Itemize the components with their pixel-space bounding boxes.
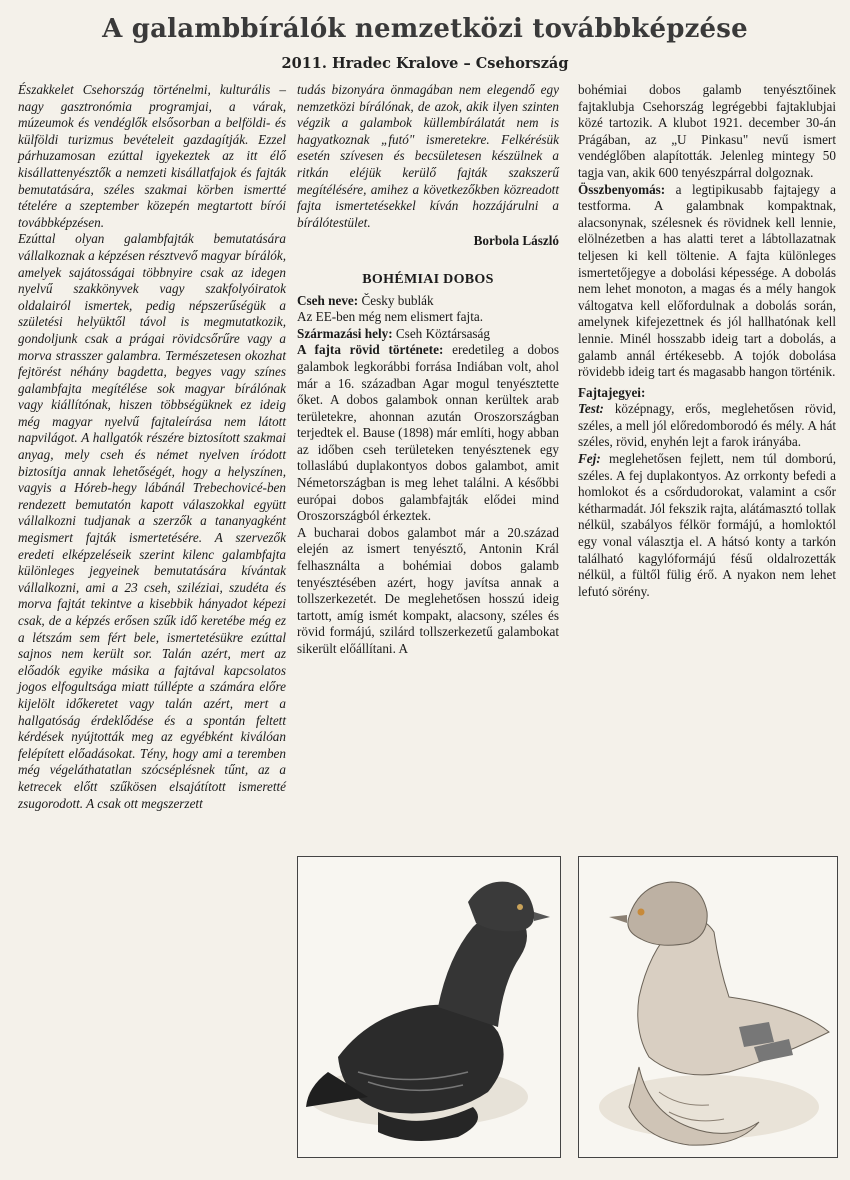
recognition-line: Az EE-ben még nem elismert fajta. [297,309,484,325]
czech-name-line [297,293,559,310]
body-paragraph [578,401,836,451]
traits-heading: Fajtajegyei: [578,384,646,400]
head-label: Fej: [578,451,601,467]
intro-paragraph-2: Ezúttal olyan galambfajták bemutatására vállalkoznak a képzésen résztvevő magyar bírálók, amelyek sajátosságai többnyire csak az idegen nyelvű szakkönyvek vagy szakfolyóiratok oldalairól ismertek, pedig népszerűségük a születési helyüktől távol is megmutatkozik, gondoljunk csak a prágai rövidcsőrűre vagy a morva strasszer galambra. Természetesen okozhat fejtörést néhány bagdetta, begyes vagy színes galambfajta megítélése sok magyar bírálónak vagy kiállítónak, hiszen többségüknek ez ideig még magyar nyelvű fajtaleírása nem látott napvilágot. A hallgatók részére biztosított szakmai anyag, mely cseh és német nyelven íródott biztosítja annak lehetőségét, hogy a helyszínen, vagyis a Hóreb-hegy lábánál Trebechovicé-ben rendezett bemutatón kapott válaszokkal együtt vállalkozni tudjanak a szerzők a tananyagként megismert fajták ismertetésére. A szervezők eredeti elképzeléseik szerint kilenc galambfajta különleges jegyeinek bemutatására kívántak vállalkozni, ami a 23 cseh, sziléziai, szudéta és morva fajtát tekintve a kisebbik hányadot képezi csak, de a képzés erősen szűk idő keretébe még ez a létszám sem fért bele, ismertetésükre ezúttal sajnos nem került sor. Talán azért, mert az előadók egyike másika a fajtával kapcsolatos jogos elfogultsága miatt túllépte a számára előre kijelölt időkeretet vagy talán azért, mert a hallgatóság érdeklődése és a spontán feltett kérdések nyújtották meg az egyébként kiválóan felépített előadásokat. Tény, hogy ami a teremben még végeláthatatlan szócséplésnek tűnt, az a ketrecek előtt szűkösen elsajátított ismeretté zsugorodott. A csak ott megszerzett [18,231,286,811]
history-paragraph-1 [297,342,559,525]
column-1 [18,82,286,812]
dark-pigeon-illustration [297,856,561,1158]
dark-pigeon-drawing [298,857,560,1157]
summary-text: a legtipikusabb fajtajegy a testforma. A galambnak kompaktnak, alacsonynak, szélesnek és rövidnek kell lennie, elölnézetben a has alatti teret a lábtollazatnak teljesen ki kell töltenie. A fajta különleges ismertetőjegye a dobolási képessége. A dobolás nem lehet monoton, a magas és a mély hangok váltogatva kell előfordulnak a dobolás során, amelynek kifejezettnek és jól hallhatónak kell lennie. Minél hosszabb ideig tart a dobolás, a galamb annál értékesebb. A tojók dobolása rövidebb ideig tart és magasabb hangon történik. [578,181,836,380]
czech-name-label: Cseh neve: [297,292,359,308]
breed-heading: BOHÉMIAI DOBOS [362,271,494,287]
column-2 [297,82,559,658]
article-subtitle: 2011. Hradec Kralove – Csehország [281,55,569,72]
column-3 [578,82,836,600]
czech-name-value: Česky bublák [361,292,434,308]
article-title: A galambbírálók nemzetközi továbbképzése [102,14,748,44]
head-text: meglehetősen fejlett, nem túl domború, széles. A fej duplakontyos. Az orrkonty befedi a homlokot és a csőrdudorokat, valamint a csőr kétharmadát. Jól fekszik rajta, alátámasztó tollak nélkül, szabályos félkör formájú, a homloktól egy vonal választja el. A hátsó konty a tarkón található kagylóformájú fésű oldalrozetták nélkül, a fültől fülig érő. A nyakon nem lehet lefutó sörény. [578,451,836,599]
light-pigeon-illustration [578,856,838,1158]
history-paragraph-2: A bucharai dobos galambot már a 20.század elején az ismert tenyésztő, Antonin Král felhasználta a bohémiai dobos galamb tenyésztésében azért, hogy javítsa annak a tollszerkezetét. De meglehetősen hosszú ideig tartott, amíg ismét kompakt, alacsony, széles és rövid formájú, szilárd tollszerkezetű galambokat sikerült előállítani. A [297,524,559,656]
body-text: középnagy, erős, meglehetősen rövid, széles, a mell jól előredomborodó és mély. A hát széles, rövid, enyhén lejt a farok irányába. [578,401,837,450]
origin-value: Cseh Köztársaság [395,325,491,341]
origin-line [297,326,559,343]
body-label: Test: [578,401,604,417]
head-paragraph [578,451,836,600]
history-text-1: eredetileg a dobos galambok legkorábbi forrása Indiában volt, ahol már a 16. században Agar mogul tenyésztette őket. A dobos galambok onnan kerültek arab területekre, ahonnan azután Oroszországban terjedtek el. Bause (1898) már említi, hogy abban az időben cseh területeken tenyésztenek egy tollaslábú duplakontyos dobos galambot, amit Németországban is meg lehet találni. A későbbi európai dobos galambfajták elődei mind Oroszországból érkeztek. [297,342,559,524]
summary-paragraph [578,182,836,381]
intro-paragraph-1: Északkelet Csehország történelmi, kulturális – nagy gasztronómia programjai, a várak, múzeumok és vendéglők elsősorban a belföldi- és külföldi turizmus bevételeit gazdagítják. Ezzel párhuzamosan ezúttal igyekeztek az itt élő kisállattenyésztők a nemzeti kisállatfajok és fajták bemutatására, széles szakmai körben ismertté tételére a szeptember közepén megtartott bírói továbbképzésen. [18,82,286,230]
origin-label: Származási hely: [297,325,393,341]
history-label: A fajta rövid története: [297,342,444,358]
author-signature: Borbola László [473,233,559,249]
intro-continuation: tudás bizonyára önmagában nem elegendő egy nemzetközi bírálónak, de azok, akik ilyen szinten végzik a galambok küllembírálatát nem is hagyatkoznak „futó" ismeretekre. Felkérésük esetén szívesen és becsületesen készülnek a ritkán eléjük kerülő fajták szakszerű megítélésére, amihez a következőkben közreadott fajta ismertetésekkel kíván hozzájárulni a bírálótestület. [297,82,559,230]
history-paragraph-3: bohémiai dobos galamb tenyésztőinek fajtaklubja Csehország legrégebbi fajtaklubjai közé tartozik. A klubot 1921. december 30-án Prágában, az „U Pinkasu" nevű ismert vendéglőben alapították. Jelenleg mintegy 50 tagja van, akik 600 tenyészpárral dolgoznak. [578,82,836,180]
light-pigeon-drawing [579,857,837,1157]
summary-label: Összbenyomás: [578,181,666,197]
